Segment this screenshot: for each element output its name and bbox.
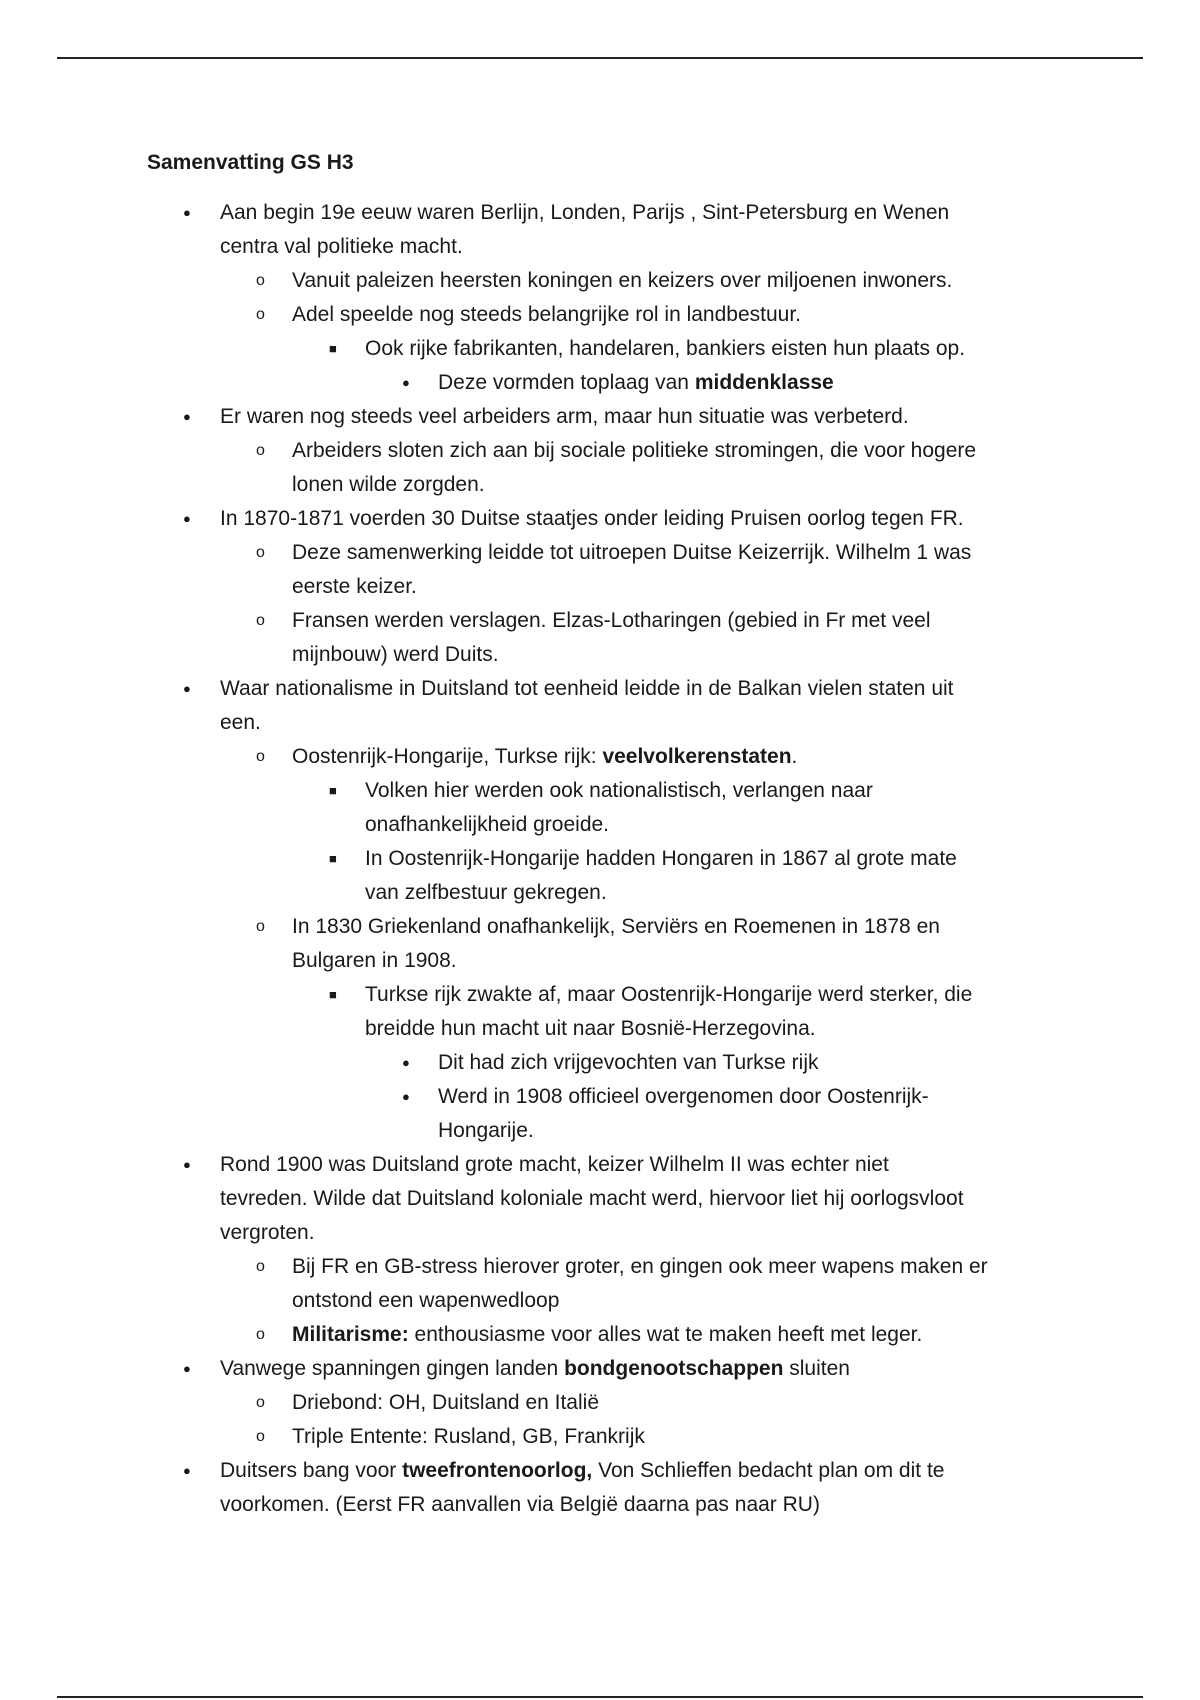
list-item-continued: ontstond een wapenwedloop xyxy=(292,1289,560,1312)
bold-term: Militarisme: xyxy=(292,1323,409,1346)
bullet-marker: ● xyxy=(402,375,410,390)
bold-term: tweefrontenoorlog, xyxy=(402,1459,593,1482)
list-item: Er waren nog steeds veel arbeiders arm, maar hun situatie was verbeterd. xyxy=(220,405,909,428)
bullet-marker: o xyxy=(256,306,265,323)
list-item: Deze vormden toplaag van middenklasse xyxy=(438,371,834,394)
list-item: Vanuit paleizen heersten koningen en keizers over miljoenen inwoners. xyxy=(292,269,953,292)
list-item: In 1830 Griekenland onafhankelijk, Serviërs en Roemenen in 1878 en xyxy=(292,915,940,938)
bottom-rule xyxy=(57,1696,1143,1698)
list-item: Turkse rijk zwakte af, maar Oostenrijk-Hongarije werd sterker, die xyxy=(365,983,973,1006)
list-item: Driebond: OH, Duitsland en Italië xyxy=(292,1391,599,1414)
bold-term: bondgenootschappen xyxy=(564,1357,784,1380)
list-item: In Oostenrijk-Hongarije hadden Hongaren in 1867 al grote mate xyxy=(365,847,957,870)
list-item-continued: tevreden. Wilde dat Duitsland koloniale macht werd, hiervoor liet hij oorlogsvloot xyxy=(220,1187,964,1210)
list-item-continued: lonen wilde zorgden. xyxy=(292,473,485,496)
list-item-continued: mijnbouw) werd Duits. xyxy=(292,643,499,666)
bullet-marker: o xyxy=(256,1258,265,1275)
bullet-marker: ● xyxy=(183,205,191,220)
bullet-marker: o xyxy=(256,748,265,765)
list-item: Volken hier werden ook nationalistisch, verlangen naar xyxy=(365,779,873,802)
bullet-marker: ● xyxy=(183,511,191,526)
list-item-continued: onafhankelijkheid groeide. xyxy=(365,813,610,836)
list-item-continued: van zelfbestuur gekregen. xyxy=(365,881,607,904)
bullet-marker: o xyxy=(256,1394,265,1411)
bullet-marker: o xyxy=(256,272,265,289)
list-item: Arbeiders sloten zich aan bij sociale politieke stromingen, die voor hogere xyxy=(292,439,977,462)
top-rule xyxy=(57,57,1143,59)
bullet-marker: ■ xyxy=(329,987,337,1002)
list-item: Oostenrijk-Hongarije, Turkse rijk: veelvolkerenstaten. xyxy=(292,745,798,768)
list-item: Werd in 1908 officieel overgenomen door Oostenrijk- xyxy=(438,1085,929,1108)
bullet-marker: o xyxy=(256,442,265,459)
bullet-marker: o xyxy=(256,1326,265,1343)
list-item-continued: een. xyxy=(220,711,261,734)
bullet-marker: o xyxy=(256,612,265,629)
list-item: Militarisme: enthousiasme voor alles wat te maken heeft met leger. xyxy=(292,1323,923,1346)
list-item-continued: eerste keizer. xyxy=(292,575,417,598)
list-item: In 1870-1871 voerden 30 Duitse staatjes onder leiding Pruisen oorlog tegen FR. xyxy=(220,507,964,530)
bullet-marker: ● xyxy=(183,681,191,696)
list-item: Deze samenwerking leidde tot uitroepen Duitse Keizerrijk. Wilhelm 1 was xyxy=(292,541,972,564)
bullet-marker: ● xyxy=(183,409,191,424)
list-item-continued: vergroten. xyxy=(220,1221,315,1244)
list-item-continued: breidde hun macht uit naar Bosnië-Herzegovina. xyxy=(365,1017,816,1040)
list-item: Bij FR en GB-stress hierover groter, en gingen ook meer wapens maken er xyxy=(292,1255,988,1278)
list-item: Waar nationalisme in Duitsland tot eenheid leidde in de Balkan vielen staten uit xyxy=(220,677,954,700)
list-item: Vanwege spanningen gingen landen bondgenootschappen sluiten xyxy=(220,1357,850,1380)
bold-term: middenklasse xyxy=(694,371,834,394)
bullet-marker: ● xyxy=(183,1463,191,1478)
bullet-marker: o xyxy=(256,918,265,935)
list-item: Rond 1900 was Duitsland grote macht, keizer Wilhelm II was echter niet xyxy=(220,1153,889,1176)
list-item: Duitsers bang voor tweefrontenoorlog, Von Schlieffen bedacht plan om dit te xyxy=(220,1459,945,1482)
bullet-marker: ● xyxy=(402,1055,410,1070)
bullet-marker: ■ xyxy=(329,783,337,798)
list-item-continued: Bulgaren in 1908. xyxy=(292,949,457,972)
bullet-marker: ● xyxy=(183,1157,191,1172)
list-item: Triple Entente: Rusland, GB, Frankrijk xyxy=(292,1425,645,1448)
list-item: Aan begin 19e eeuw waren Berlijn, Londen, Parijs , Sint-Petersburg en Wenen xyxy=(220,201,950,224)
bullet-marker: o xyxy=(256,1428,265,1445)
list-item: Adel speelde nog steeds belangrijke rol in landbestuur. xyxy=(292,303,802,326)
bullet-marker: ■ xyxy=(329,341,337,356)
list-item: Ook rijke fabrikanten, handelaren, bankiers eisten hun plaats op. xyxy=(365,337,966,360)
bullet-marker: ■ xyxy=(329,851,337,866)
list-item-continued: centra val politieke macht. xyxy=(220,235,463,258)
bold-term: veelvolkerenstaten xyxy=(602,745,792,768)
list-item: Dit had zich vrijgevochten van Turkse rijk xyxy=(438,1051,819,1074)
bullet-marker: ● xyxy=(402,1089,410,1104)
list-item-continued: Hongarije. xyxy=(438,1119,534,1142)
bullet-marker: o xyxy=(256,544,265,561)
bullet-marker: ● xyxy=(183,1361,191,1376)
list-item: Fransen werden verslagen. Elzas-Lotharingen (gebied in Fr met veel xyxy=(292,609,931,632)
document-title: Samenvatting GS H3 xyxy=(147,151,354,174)
list-item-continued: voorkomen. (Eerst FR aanvallen via België daarna pas naar RU) xyxy=(220,1493,820,1516)
